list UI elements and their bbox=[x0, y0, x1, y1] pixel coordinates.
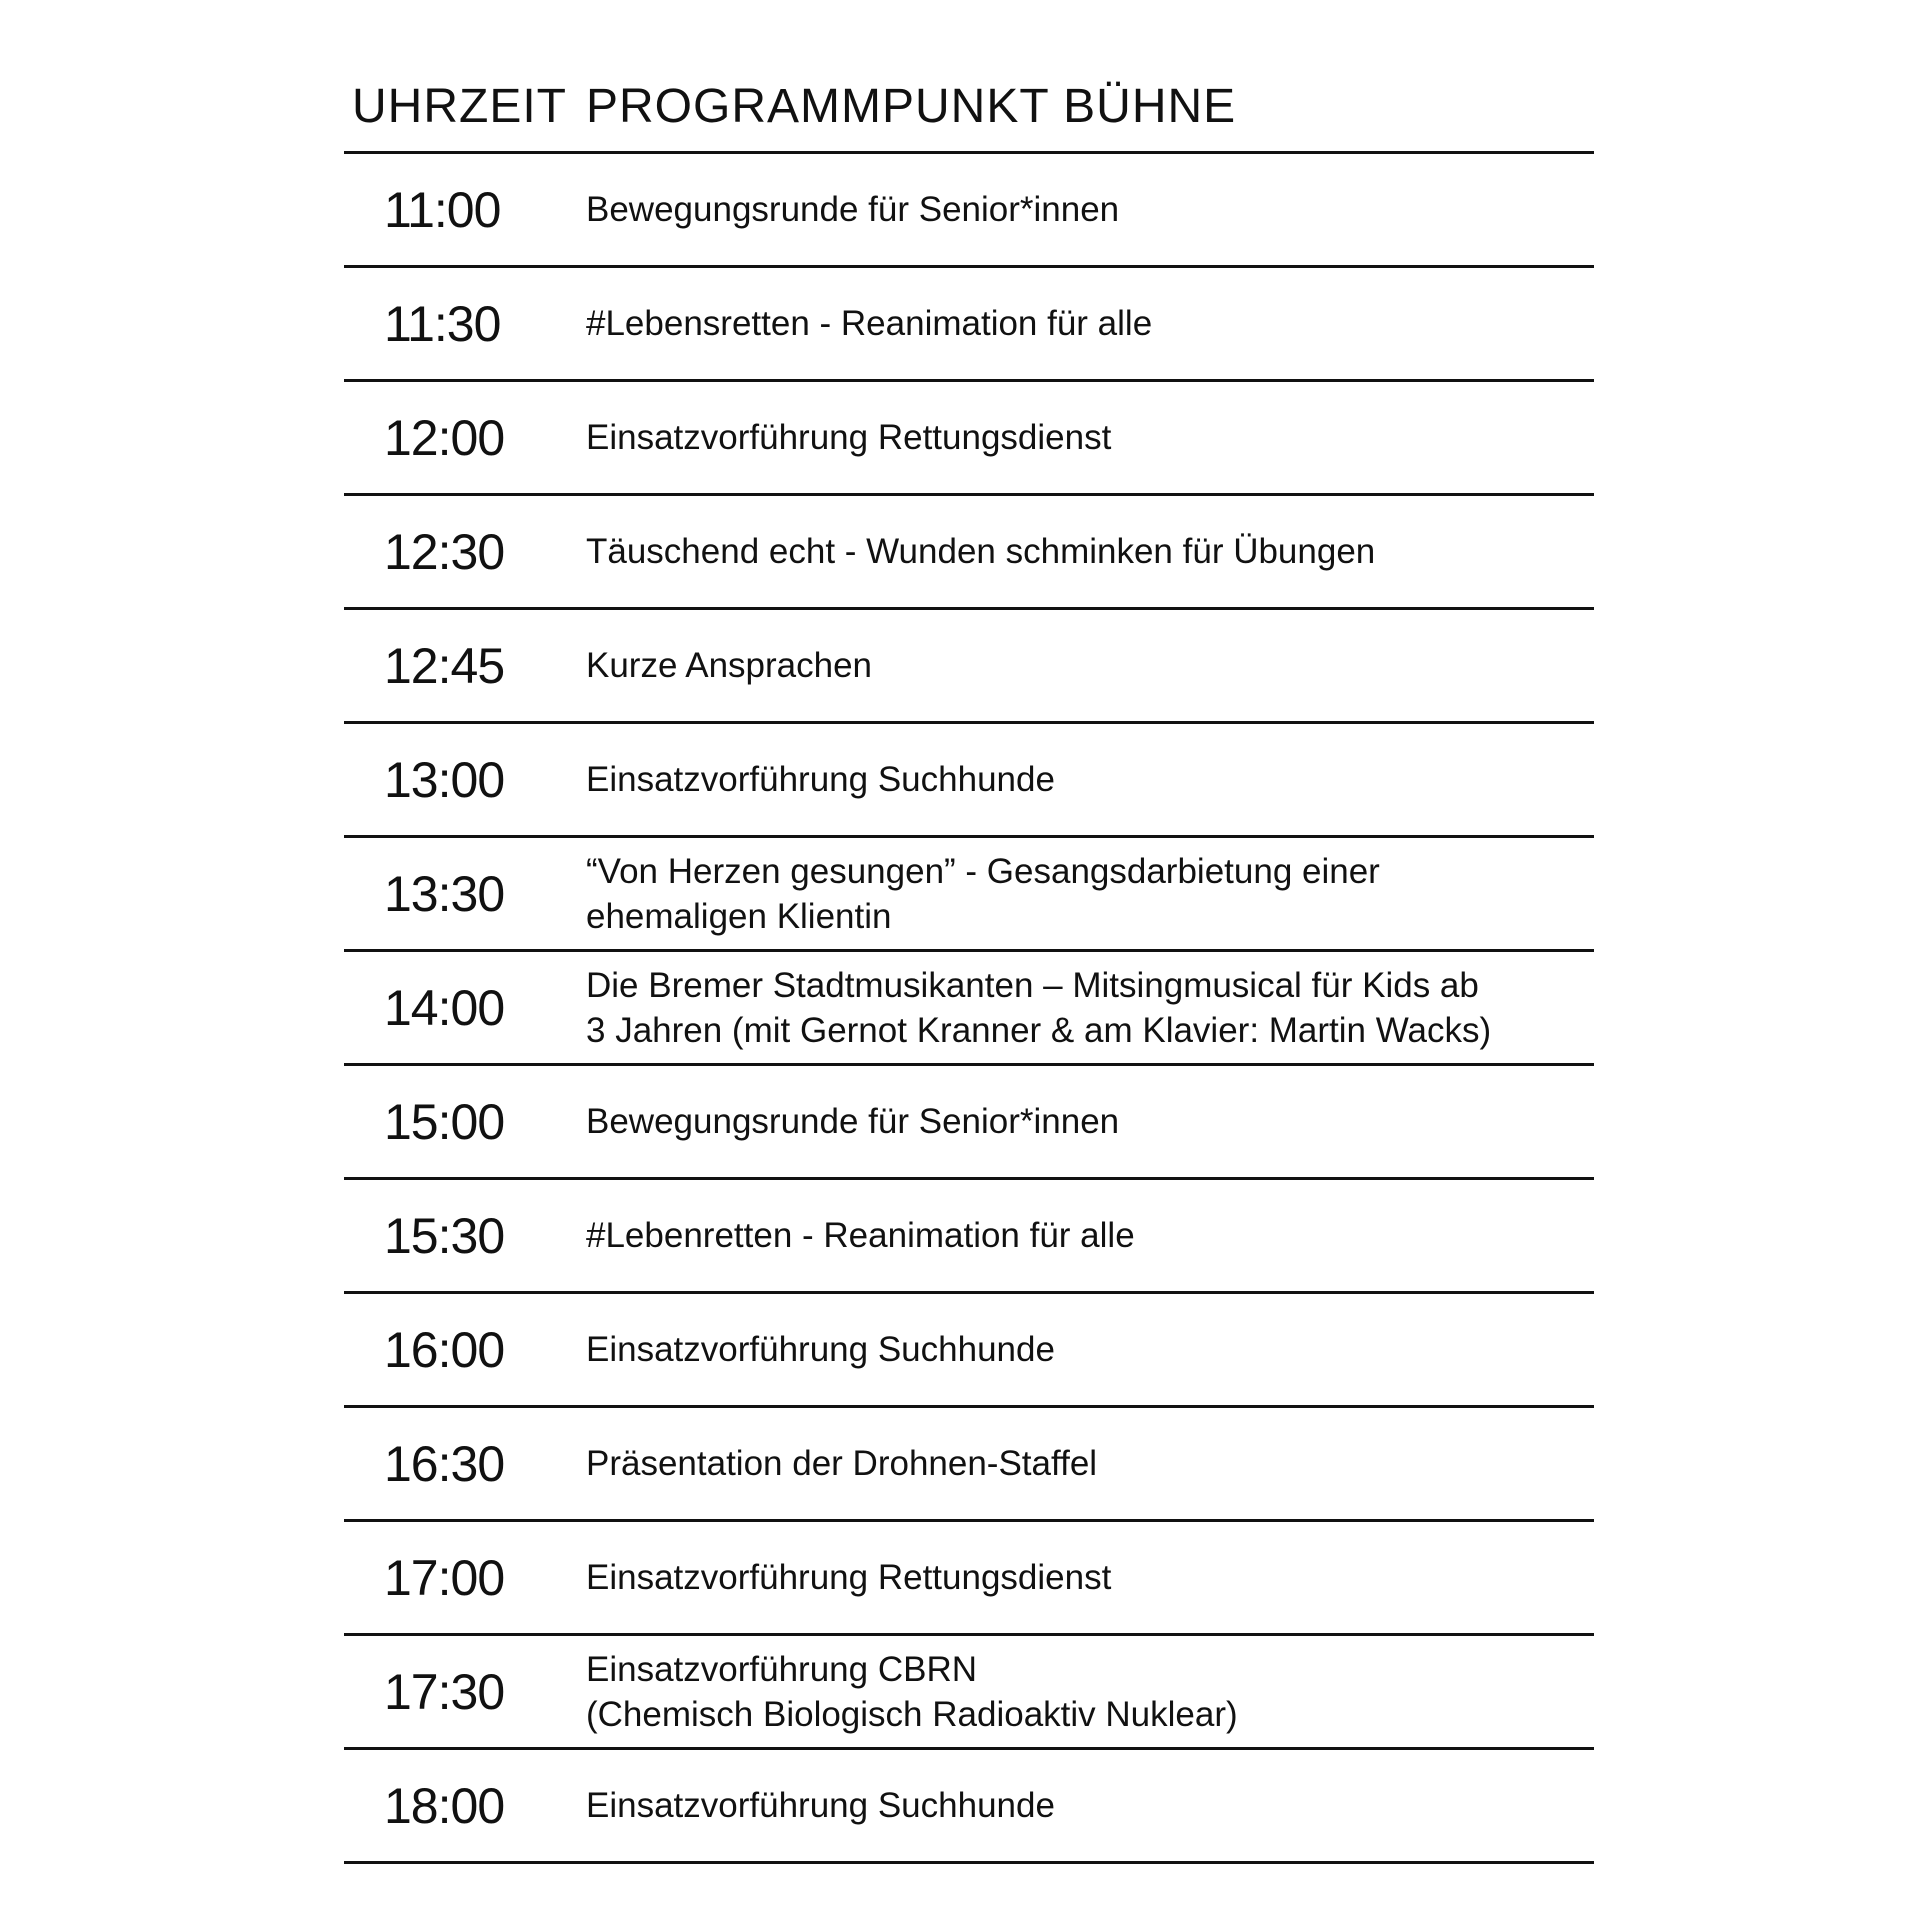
table-row bbox=[344, 1066, 1594, 1180]
row-program: Einsatzvorführung Suchhunde bbox=[586, 1786, 1055, 1825]
table-row bbox=[344, 496, 1594, 610]
row-program: “Von Herzen gesungen” - Gesangsdarbietung einer ehemaligen Klientin bbox=[586, 851, 1380, 936]
header-time-label: UHRZEIT bbox=[352, 80, 567, 133]
schedule-rows bbox=[344, 151, 1594, 1864]
table-row bbox=[344, 838, 1594, 952]
row-program: Einsatzvorführung Rettungsdienst bbox=[586, 1558, 1112, 1597]
row-time: 13:00 bbox=[384, 751, 505, 808]
row-time: 16:30 bbox=[384, 1435, 505, 1492]
table-row bbox=[344, 1636, 1594, 1750]
table-row bbox=[344, 268, 1594, 382]
row-program: Bewegungsrunde für Senior*innen bbox=[586, 190, 1120, 229]
row-program: Kurze Ansprachen bbox=[586, 646, 873, 685]
table-row bbox=[344, 1294, 1594, 1408]
row-time: 12:30 bbox=[384, 523, 505, 580]
row-program: Einsatzvorführung Suchhunde bbox=[586, 1330, 1055, 1369]
table-row bbox=[344, 154, 1594, 268]
row-time: 12:00 bbox=[384, 409, 505, 466]
row-time: 11:00 bbox=[384, 181, 501, 238]
row-program: Die Bremer Stadtmusikanten – Mitsingmusical für Kids ab 3 Jahren (mit Gernot Kranner & am Klavier: Martin Wacks) bbox=[586, 965, 1492, 1050]
row-program: Einsatzvorführung Rettungsdienst bbox=[586, 418, 1112, 457]
row-program: #Lebenretten - Reanimation für alle bbox=[586, 1216, 1135, 1255]
row-program: #Lebensretten - Reanimation für alle bbox=[586, 304, 1153, 343]
row-time: 11:30 bbox=[384, 295, 501, 352]
row-time: 12:45 bbox=[384, 637, 505, 694]
row-program: Bewegungsrunde für Senior*innen bbox=[586, 1102, 1120, 1141]
table-row bbox=[344, 610, 1594, 724]
table-row bbox=[344, 952, 1594, 1066]
row-time: 16:00 bbox=[384, 1321, 505, 1378]
table-row bbox=[344, 382, 1594, 496]
row-program: Einsatzvorführung CBRN (Chemisch Biologisch Radioaktiv Nuklear) bbox=[586, 1649, 1238, 1734]
row-time: 14:00 bbox=[384, 979, 505, 1036]
row-time: 15:00 bbox=[384, 1093, 505, 1150]
table-row bbox=[344, 1522, 1594, 1636]
row-time: 18:00 bbox=[384, 1777, 505, 1834]
row-program: Präsentation der Drohnen-Staffel bbox=[586, 1444, 1098, 1483]
header-program-label: PROGRAMMPUNKT BÜHNE bbox=[586, 80, 1237, 133]
row-time: 17:00 bbox=[384, 1549, 505, 1606]
row-time: 13:30 bbox=[384, 865, 505, 922]
table-row bbox=[344, 1408, 1594, 1522]
row-program: Einsatzvorführung Suchhunde bbox=[586, 760, 1055, 799]
row-time: 15:30 bbox=[384, 1207, 505, 1264]
row-time: 17:30 bbox=[384, 1663, 505, 1720]
table-header bbox=[344, 74, 1594, 151]
table-row bbox=[344, 1750, 1594, 1864]
table-row bbox=[344, 724, 1594, 838]
row-program: Täuschend echt - Wunden schminken für Übungen bbox=[586, 532, 1376, 571]
table-row bbox=[344, 1180, 1594, 1294]
schedule-table bbox=[344, 74, 1594, 1864]
